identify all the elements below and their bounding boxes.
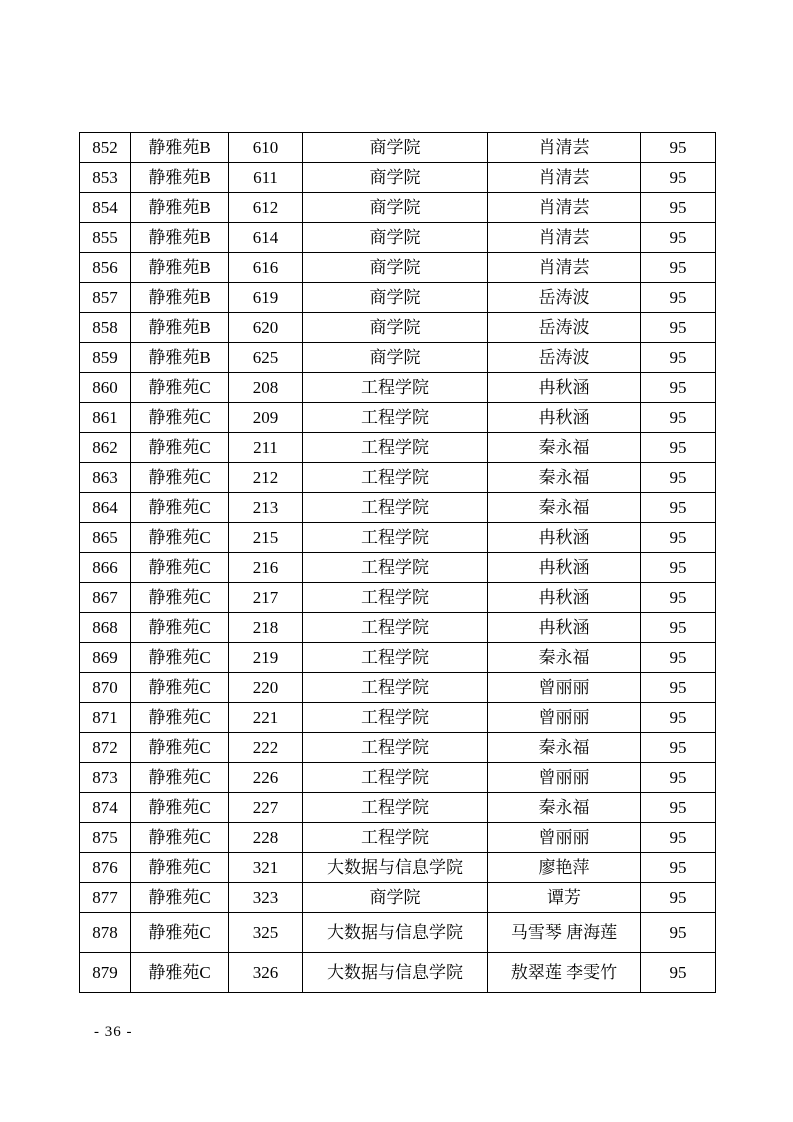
room-cell: 228	[229, 823, 303, 853]
college-cell: 商学院	[303, 253, 488, 283]
table-row	[80, 523, 716, 553]
dorm-score-table	[79, 132, 716, 993]
score-cell: 95	[641, 313, 716, 343]
counselor-cell: 肖清芸	[488, 163, 641, 193]
room-cell: 325	[229, 913, 303, 953]
college-cell: 工程学院	[303, 733, 488, 763]
row-number-cell: 866	[80, 553, 131, 583]
score-cell: 95	[641, 343, 716, 373]
counselor-cell: 马雪琴 唐海莲	[488, 913, 641, 953]
room-cell: 219	[229, 643, 303, 673]
college-cell: 商学院	[303, 283, 488, 313]
room-cell: 211	[229, 433, 303, 463]
table-row	[80, 673, 716, 703]
row-number-cell: 865	[80, 523, 131, 553]
score-cell: 95	[641, 283, 716, 313]
college-cell: 大数据与信息学院	[303, 853, 488, 883]
table-row	[80, 883, 716, 913]
row-number-cell: 862	[80, 433, 131, 463]
counselor-cell: 秦永福	[488, 793, 641, 823]
table-row	[80, 493, 716, 523]
college-cell: 大数据与信息学院	[303, 913, 488, 953]
building-cell: 静雅苑B	[131, 313, 229, 343]
room-cell: 217	[229, 583, 303, 613]
building-cell: 静雅苑B	[131, 193, 229, 223]
counselor-cell: 曾丽丽	[488, 823, 641, 853]
table-row	[80, 583, 716, 613]
row-number-cell: 855	[80, 223, 131, 253]
table-row	[80, 343, 716, 373]
row-number-cell: 871	[80, 703, 131, 733]
row-number-cell: 878	[80, 913, 131, 953]
room-cell: 610	[229, 133, 303, 163]
table-row	[80, 793, 716, 823]
room-cell: 218	[229, 613, 303, 643]
room-cell: 612	[229, 193, 303, 223]
table-row	[80, 373, 716, 403]
counselor-cell: 肖清芸	[488, 133, 641, 163]
score-cell: 95	[641, 883, 716, 913]
table-row	[80, 283, 716, 313]
score-cell: 95	[641, 253, 716, 283]
room-cell: 614	[229, 223, 303, 253]
score-cell: 95	[641, 163, 716, 193]
table-body	[80, 133, 716, 993]
table-row	[80, 823, 716, 853]
college-cell: 大数据与信息学院	[303, 953, 488, 993]
college-cell: 商学院	[303, 193, 488, 223]
room-cell: 321	[229, 853, 303, 883]
row-number-cell: 867	[80, 583, 131, 613]
counselor-cell: 冉秋涵	[488, 523, 641, 553]
building-cell: 静雅苑B	[131, 253, 229, 283]
building-cell: 静雅苑C	[131, 703, 229, 733]
table-row	[80, 913, 716, 953]
score-cell: 95	[641, 613, 716, 643]
counselor-cell: 肖清芸	[488, 193, 641, 223]
building-cell: 静雅苑C	[131, 953, 229, 993]
college-cell: 商学院	[303, 223, 488, 253]
score-cell: 95	[641, 493, 716, 523]
counselor-cell: 谭芳	[488, 883, 641, 913]
building-cell: 静雅苑B	[131, 223, 229, 253]
page-number: - 36 -	[94, 1024, 133, 1040]
table-row	[80, 223, 716, 253]
college-cell: 工程学院	[303, 403, 488, 433]
room-cell: 216	[229, 553, 303, 583]
score-cell: 95	[641, 463, 716, 493]
row-number-cell: 853	[80, 163, 131, 193]
counselor-cell: 秦永福	[488, 463, 641, 493]
row-number-cell: 856	[80, 253, 131, 283]
score-cell: 95	[641, 763, 716, 793]
row-number-cell: 858	[80, 313, 131, 343]
building-cell: 静雅苑C	[131, 553, 229, 583]
college-cell: 商学院	[303, 883, 488, 913]
room-cell: 326	[229, 953, 303, 993]
room-cell: 221	[229, 703, 303, 733]
room-cell: 619	[229, 283, 303, 313]
table-row	[80, 403, 716, 433]
table-row	[80, 433, 716, 463]
counselor-cell: 秦永福	[488, 733, 641, 763]
row-number-cell: 863	[80, 463, 131, 493]
building-cell: 静雅苑C	[131, 853, 229, 883]
score-cell: 95	[641, 673, 716, 703]
score-cell: 95	[641, 583, 716, 613]
table-row	[80, 133, 716, 163]
college-cell: 工程学院	[303, 583, 488, 613]
counselor-cell: 岳涛波	[488, 283, 641, 313]
counselor-cell: 曾丽丽	[488, 673, 641, 703]
row-number-cell: 860	[80, 373, 131, 403]
table-row	[80, 733, 716, 763]
room-cell: 220	[229, 673, 303, 703]
counselor-cell: 肖清芸	[488, 253, 641, 283]
building-cell: 静雅苑C	[131, 463, 229, 493]
table-row	[80, 163, 716, 193]
counselor-cell: 曾丽丽	[488, 703, 641, 733]
building-cell: 静雅苑C	[131, 673, 229, 703]
score-cell: 95	[641, 853, 716, 883]
table-row	[80, 553, 716, 583]
building-cell: 静雅苑C	[131, 793, 229, 823]
row-number-cell: 864	[80, 493, 131, 523]
row-number-cell: 872	[80, 733, 131, 763]
college-cell: 工程学院	[303, 613, 488, 643]
room-cell: 226	[229, 763, 303, 793]
counselor-cell: 秦永福	[488, 643, 641, 673]
score-cell: 95	[641, 403, 716, 433]
building-cell: 静雅苑C	[131, 763, 229, 793]
score-cell: 95	[641, 193, 716, 223]
row-number-cell: 857	[80, 283, 131, 313]
building-cell: 静雅苑C	[131, 823, 229, 853]
counselor-cell: 廖艳萍	[488, 853, 641, 883]
counselor-cell: 冉秋涵	[488, 373, 641, 403]
score-cell: 95	[641, 823, 716, 853]
room-cell: 625	[229, 343, 303, 373]
college-cell: 工程学院	[303, 823, 488, 853]
college-cell: 商学院	[303, 133, 488, 163]
building-cell: 静雅苑C	[131, 613, 229, 643]
building-cell: 静雅苑C	[131, 733, 229, 763]
score-cell: 95	[641, 703, 716, 733]
college-cell: 商学院	[303, 163, 488, 193]
college-cell: 工程学院	[303, 493, 488, 523]
score-cell: 95	[641, 133, 716, 163]
building-cell: 静雅苑C	[131, 913, 229, 953]
row-number-cell: 879	[80, 953, 131, 993]
table-row	[80, 703, 716, 733]
row-number-cell: 873	[80, 763, 131, 793]
counselor-cell: 敖翠莲 李雯竹	[488, 953, 641, 993]
table-row	[80, 953, 716, 993]
building-cell: 静雅苑C	[131, 523, 229, 553]
college-cell: 商学院	[303, 343, 488, 373]
table-row	[80, 643, 716, 673]
room-cell: 611	[229, 163, 303, 193]
row-number-cell: 868	[80, 613, 131, 643]
room-cell: 209	[229, 403, 303, 433]
counselor-cell: 秦永福	[488, 493, 641, 523]
counselor-cell: 肖清芸	[488, 223, 641, 253]
college-cell: 工程学院	[303, 793, 488, 823]
college-cell: 工程学院	[303, 703, 488, 733]
college-cell: 工程学院	[303, 373, 488, 403]
score-cell: 95	[641, 373, 716, 403]
table-row	[80, 313, 716, 343]
building-cell: 静雅苑B	[131, 283, 229, 313]
college-cell: 工程学院	[303, 763, 488, 793]
score-cell: 95	[641, 433, 716, 463]
building-cell: 静雅苑C	[131, 583, 229, 613]
room-cell: 620	[229, 313, 303, 343]
row-number-cell: 861	[80, 403, 131, 433]
room-cell: 222	[229, 733, 303, 763]
table-row	[80, 613, 716, 643]
college-cell: 工程学院	[303, 553, 488, 583]
row-number-cell: 877	[80, 883, 131, 913]
row-number-cell: 870	[80, 673, 131, 703]
room-cell: 323	[229, 883, 303, 913]
counselor-cell: 岳涛波	[488, 343, 641, 373]
table-row	[80, 853, 716, 883]
score-cell: 95	[641, 523, 716, 553]
row-number-cell: 869	[80, 643, 131, 673]
row-number-cell: 854	[80, 193, 131, 223]
counselor-cell: 岳涛波	[488, 313, 641, 343]
row-number-cell: 876	[80, 853, 131, 883]
room-cell: 215	[229, 523, 303, 553]
counselor-cell: 冉秋涵	[488, 553, 641, 583]
row-number-cell: 875	[80, 823, 131, 853]
building-cell: 静雅苑B	[131, 343, 229, 373]
score-cell: 95	[641, 643, 716, 673]
table-row	[80, 193, 716, 223]
building-cell: 静雅苑C	[131, 433, 229, 463]
college-cell: 工程学院	[303, 463, 488, 493]
row-number-cell: 874	[80, 793, 131, 823]
building-cell: 静雅苑C	[131, 643, 229, 673]
row-number-cell: 859	[80, 343, 131, 373]
score-cell: 95	[641, 953, 716, 993]
building-cell: 静雅苑B	[131, 133, 229, 163]
counselor-cell: 冉秋涵	[488, 583, 641, 613]
counselor-cell: 秦永福	[488, 433, 641, 463]
building-cell: 静雅苑B	[131, 163, 229, 193]
table-row	[80, 763, 716, 793]
counselor-cell: 曾丽丽	[488, 763, 641, 793]
college-cell: 工程学院	[303, 643, 488, 673]
room-cell: 616	[229, 253, 303, 283]
counselor-cell: 冉秋涵	[488, 403, 641, 433]
building-cell: 静雅苑C	[131, 493, 229, 523]
table-row	[80, 253, 716, 283]
college-cell: 商学院	[303, 313, 488, 343]
counselor-cell: 冉秋涵	[488, 613, 641, 643]
college-cell: 工程学院	[303, 433, 488, 463]
room-cell: 208	[229, 373, 303, 403]
room-cell: 213	[229, 493, 303, 523]
building-cell: 静雅苑C	[131, 883, 229, 913]
college-cell: 工程学院	[303, 523, 488, 553]
room-cell: 212	[229, 463, 303, 493]
row-number-cell: 852	[80, 133, 131, 163]
room-cell: 227	[229, 793, 303, 823]
score-cell: 95	[641, 793, 716, 823]
score-cell: 95	[641, 733, 716, 763]
college-cell: 工程学院	[303, 673, 488, 703]
score-cell: 95	[641, 913, 716, 953]
table-row	[80, 463, 716, 493]
building-cell: 静雅苑C	[131, 403, 229, 433]
building-cell: 静雅苑C	[131, 373, 229, 403]
score-cell: 95	[641, 223, 716, 253]
score-cell: 95	[641, 553, 716, 583]
